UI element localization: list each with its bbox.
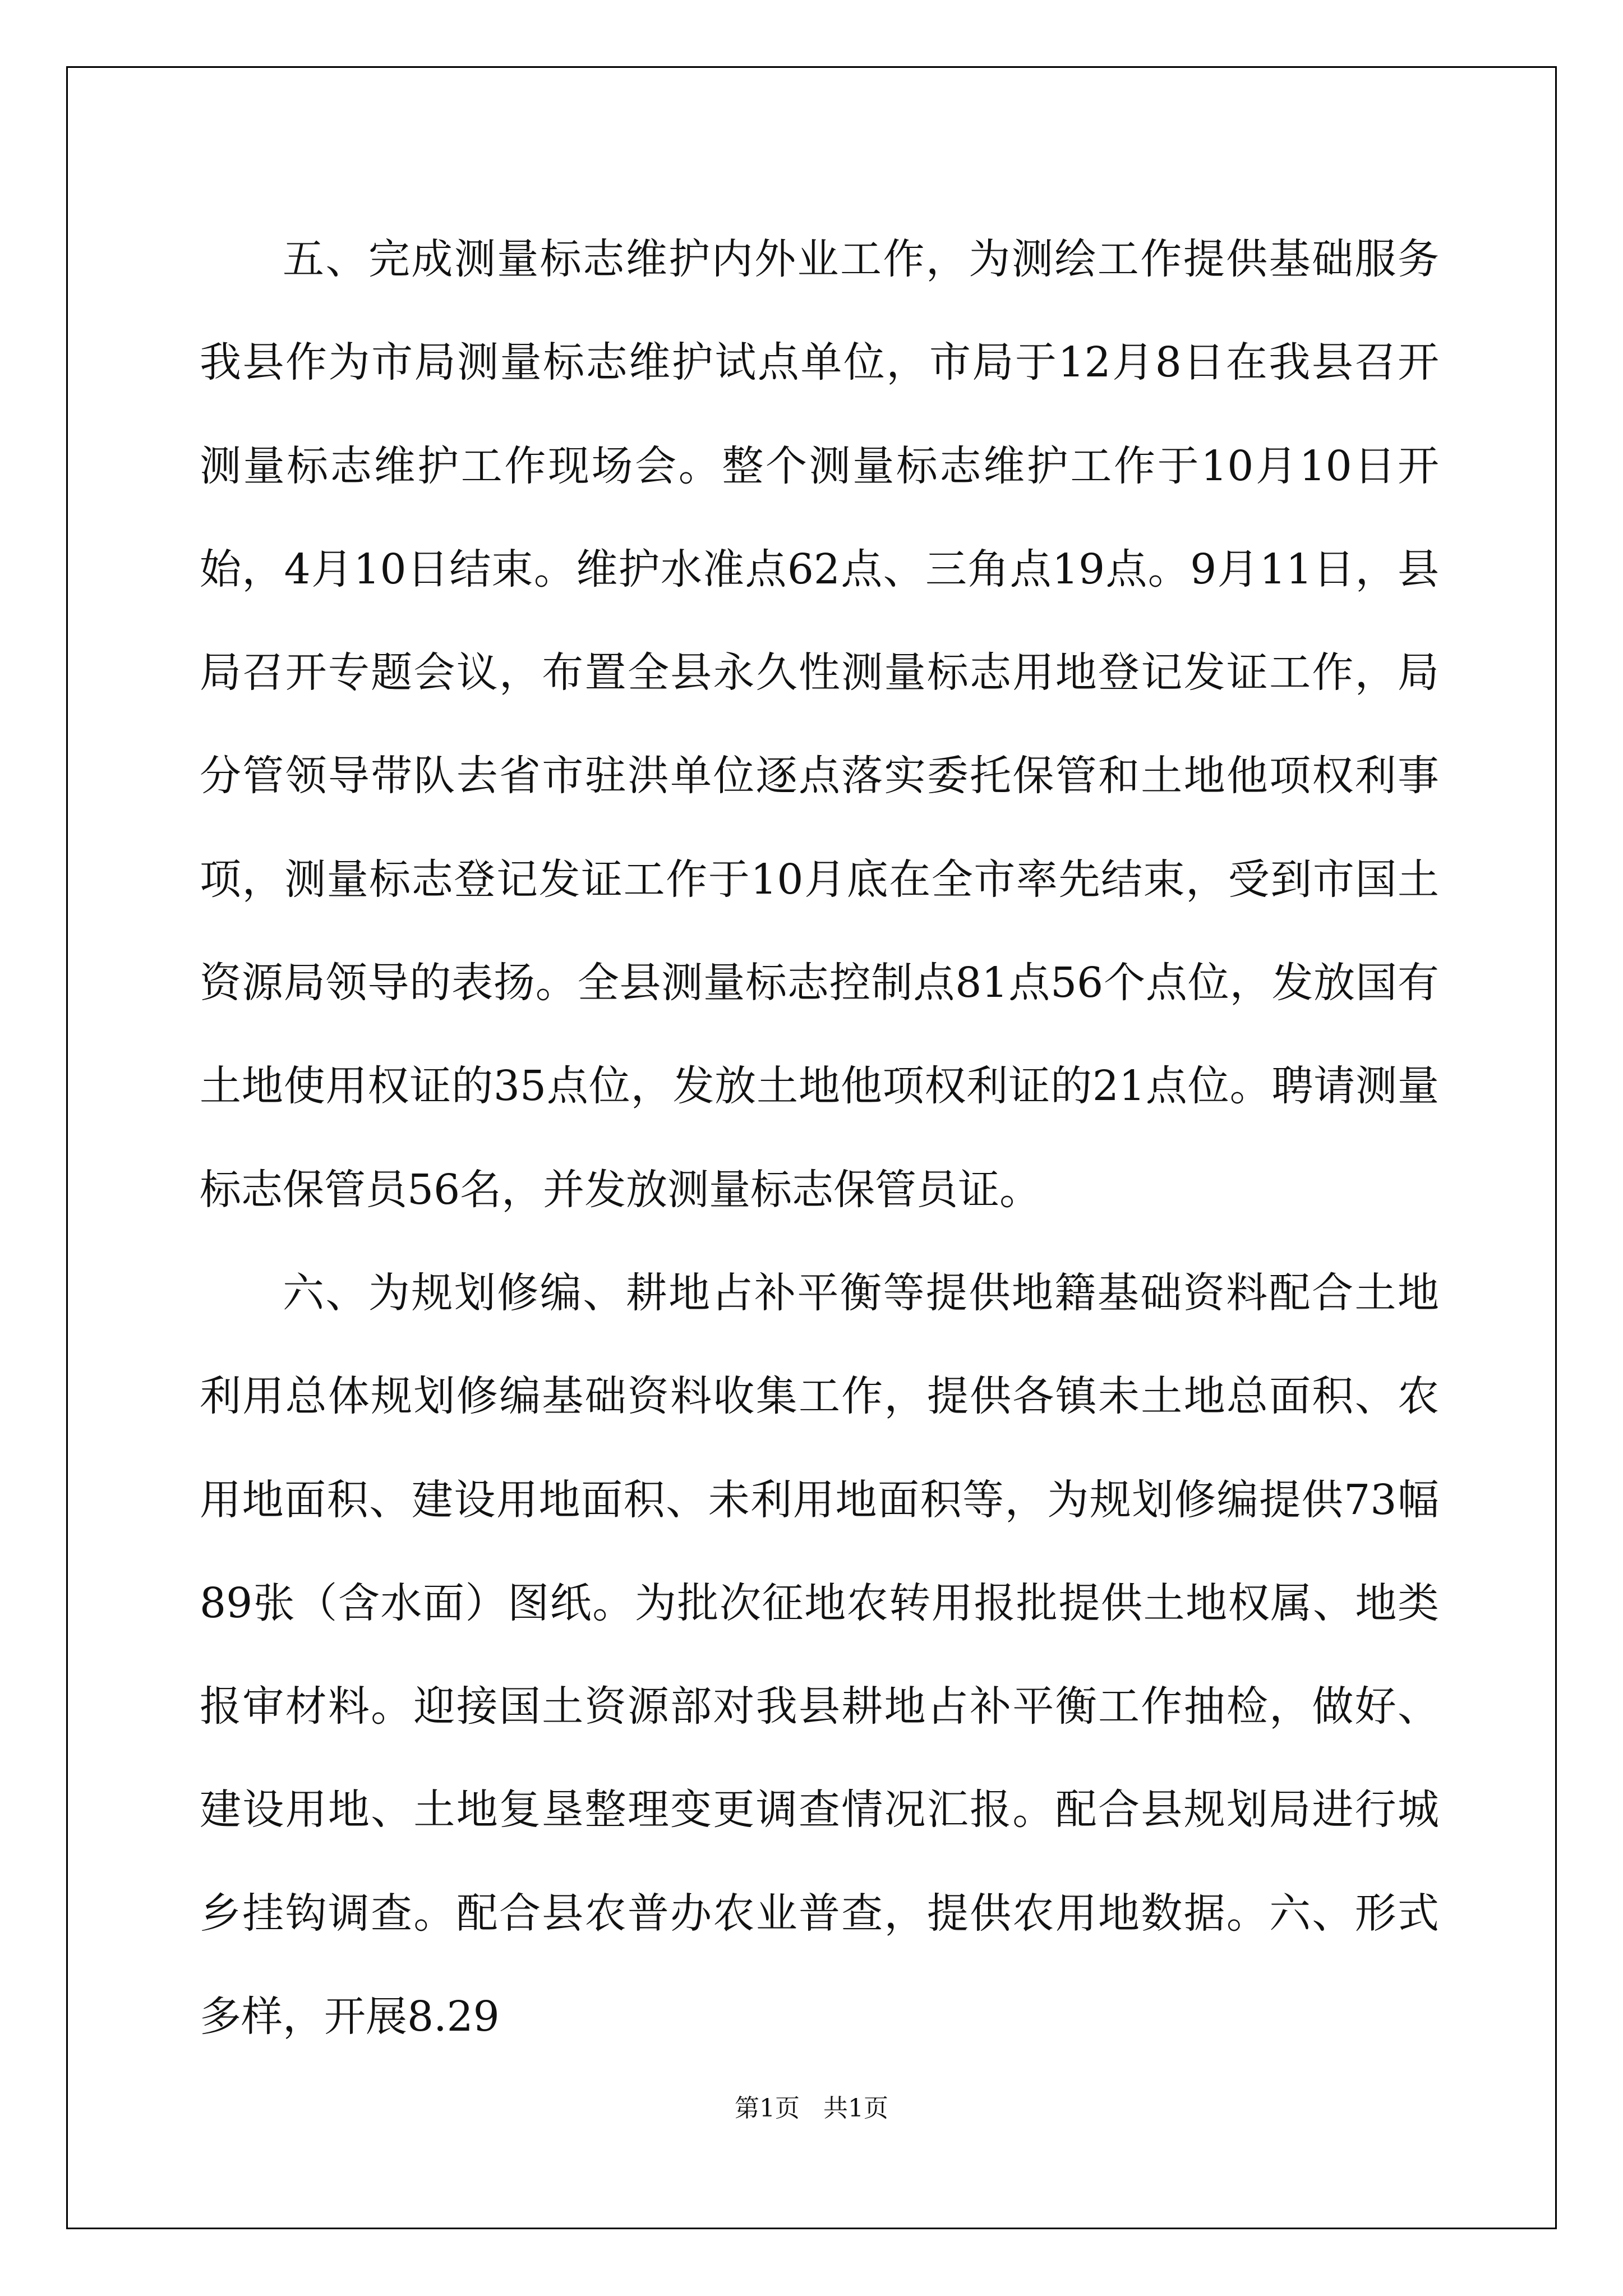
paragraph-5: 五、完成测量标志维护内外业工作，为测绘工作提供基础服务我县作为市局测量标志维护试点单位，市局于12月8日在我县召开测量标志维护工作现场会。整个测量标志维护工作于10月10日开始，4月10日结束。维护水准点62点、三角点19点。9月11日，县局召开专题会议，布置全县永久性测量标志用地登记发证工作，局分管领导带队去省市驻洪单位逐点落实委托保管和土地他项权利事项，测量标志登记发证工作于10月底在全市率先结束，受到市国土资源局领导的表扬。全县测量标志控制点81点56个点位，发放国有土地使用权证的35点位，发放土地他项权利证的21点位。聘请测量标志保管员56名，并发放测量标志保管员证。 — [200, 235, 1439, 1214]
page-footer: 第1页 共1页 — [735, 2094, 888, 2123]
document-body — [200, 208, 1439, 2068]
paragraph-6: 六、为规划修编、耕地占补平衡等提供地籍基础资料配合土地利用总体规划修编基础资料收集工作，提供各镇未土地总面积、农用地面积、建设用地面积、未利用地面积等，为规划修编提供73幅89张（含水面）图纸。为批次征地农转用报批提供土地权属、地类报审材料。迎接国土资源部对我县耕地占补平衡工作抽检，做好、建设用地、土地复垦整理变更调查情况汇报。配合县规划局进行城乡挂钩调查。配合县农普办农业普查，提供农用地数据。六、形式多样，开展8.29 — [200, 1268, 1439, 2041]
